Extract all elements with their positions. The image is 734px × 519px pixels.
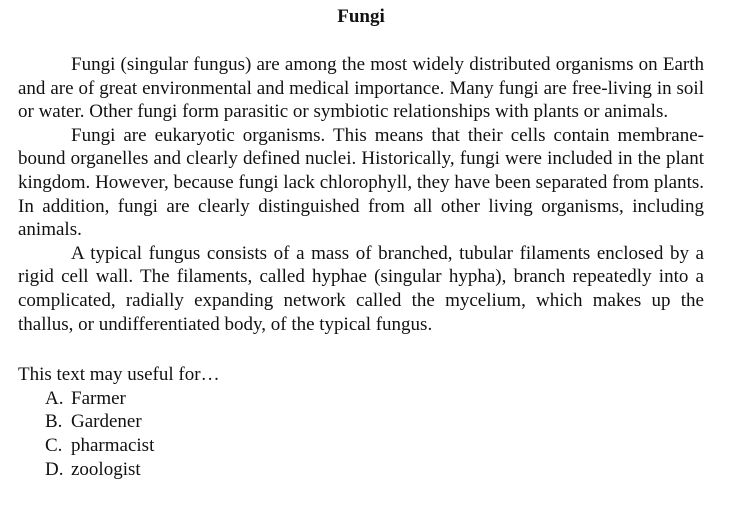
document-page: [18, 5, 704, 481]
option-letter: B.: [45, 411, 63, 433]
option-letter: C.: [45, 434, 63, 456]
paragraph-2: Fungi are eukaryotic organisms. This means that their cells contain membrane-bound organelles and clearly defined nuclei. Historically, fungi were included in the plant kingdom. However, because fungi lack chlorophyll, they have been separated from plants. In addition, fungi are clearly distinguished from all other living organisms, including animals.: [18, 124, 704, 241]
option-text: zoologist: [71, 458, 141, 480]
option-text: Farmer: [71, 387, 126, 409]
option-text: pharmacist: [71, 434, 155, 456]
option-d: [45, 458, 704, 482]
answer-options: [18, 387, 704, 481]
option-c: [45, 434, 704, 458]
document-title: Fungi: [337, 6, 385, 27]
question-prompt: This text may useful for…: [18, 364, 220, 386]
option-letter: A.: [45, 387, 64, 409]
paragraph-3: A typical fungus consists of a mass of branched, tubular filaments enclosed by a rigid cell wall. The filaments, called hyphae (singular hypha), branch repeatedly into a complicated, radially expanding network called the mycelium, which makes up the thallus, or undifferentiated body, of the typical fungus.: [18, 242, 704, 335]
option-a: [45, 387, 704, 411]
option-text: Gardener: [71, 411, 142, 433]
option-b: [45, 410, 704, 434]
paragraph-1: Fungi (singular fungus) are among the most widely distributed organisms on Earth and are of great environmental and medical importance. Many fungi are free-living in soil or water. Other fungi form parasitic or symbiotic relationships with plants or animals.: [18, 54, 704, 123]
option-letter: D.: [45, 458, 64, 480]
